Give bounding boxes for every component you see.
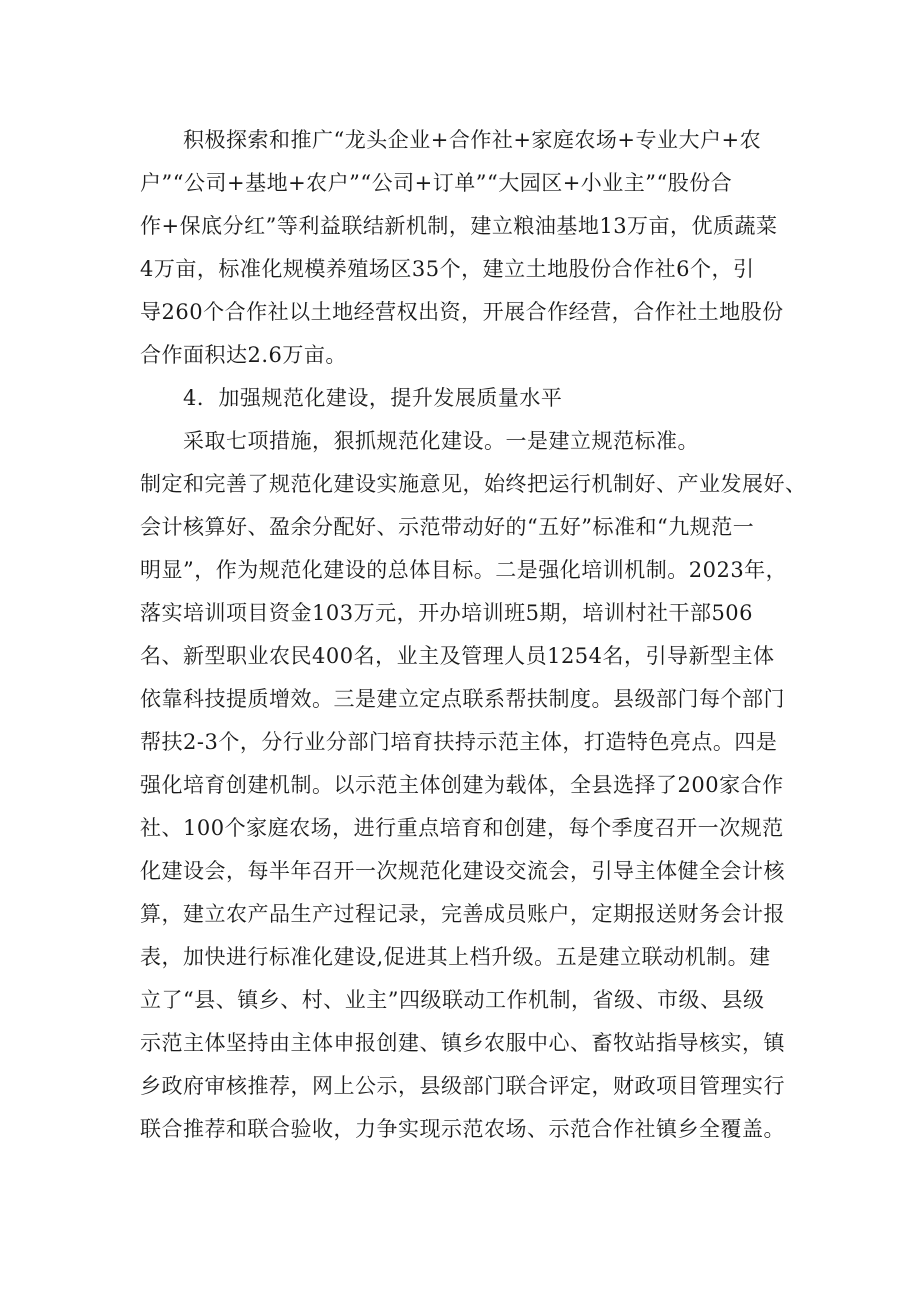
paragraph-2-line-14: 立了“县、镇乡、村、业主”四级联动工作机制，省级、市级、县级 [140,988,765,1012]
paragraph-2-line-17: 联合推荐和联合验收，力争实现示范农场、示范合作社镇乡全覆盖。 [140,1117,785,1141]
paragraph-1-line-2: 户”“公司+基地+农户”“公司+订单”“大园区+小业主”“股份合 [140,171,733,195]
paragraph-2-line-12: 算，建立农产品生产过程记录，完善成员账户，定期报送财务会计报 [140,902,785,926]
paragraph-2-line-5: 落实培训项目资金103万元，开办培训班5期，培训村社干部506 [140,601,754,625]
paragraph-2-line-13: 表，加快进行标准化建设,促进其上档升级。五是建立联动机制。建 [140,945,771,969]
paragraph-1-line-4: 4万亩，标准化规模养殖场区35个，建立土地股份合作社6个，引 [140,257,755,281]
paragraph-2-line-4: 明显”，作为规范化建设的总体目标。二是强化培训机制。2023年， [140,558,788,582]
paragraph-2-line-16: 乡政府审核推荐，网上公示，县级部门联合评定，财政项目管理实行 [140,1074,785,1098]
section-heading-4: 4．加强规范化建设，提升发展质量水平 [183,386,563,410]
paragraph-2-line-3: 会计核算好、盈余分配好、示范带动好的“五好”标准和“九规范一 [140,515,755,539]
paragraph-2-line-9: 强化培育创建机制。以示范主体创建为载体，全县选择了200家合作 [140,773,784,797]
paragraph-2-line-15: 示范主体坚持由主体申报创建、镇乡农服中心、畜牧站指导核实，镇 [140,1031,785,1055]
paragraph-2-line-8: 帮扶2-3个，分行业分部门培育扶持示范主体，打造特色亮点。四是 [140,730,778,754]
paragraph-2-line-7: 依靠科技提质增效。三是建立定点联系帮扶制度。县级部门每个部门 [140,687,785,711]
paragraph-1-line-1: 积极探索和推广“龙头企业+合作社+家庭农场+专业大户+农 [183,128,762,152]
paragraph-2-line-2: 制定和完善了规范化建设实施意见，始终把运行机制好、产业发展好、 [140,472,807,496]
paragraph-1-line-6: 合作面积达2.6万亩。 [140,343,347,367]
paragraph-2-line-10: 社、100个家庭农场，进行重点培育和创建，每个季度召开一次规范 [140,816,784,840]
paragraph-2-line-1: 采取七项措施，狠抓规范化建设。一是建立规范标准。 [183,429,699,453]
paragraph-2-line-11: 化建设会，每半年召开一次规范化建设交流会，引导主体健全会计核 [140,859,785,883]
paragraph-1-line-3: 作+保底分红”等利益联结新机制，建立粮油基地13万亩，优质蔬菜 [140,214,778,238]
paragraph-1-line-5: 导260个合作社以土地经营权出资，开展合作经营，合作社土地股份 [140,300,784,324]
paragraph-2-line-6: 名、新型职业农民400名，业主及管理人员1254名，引导新型主体 [140,644,775,668]
